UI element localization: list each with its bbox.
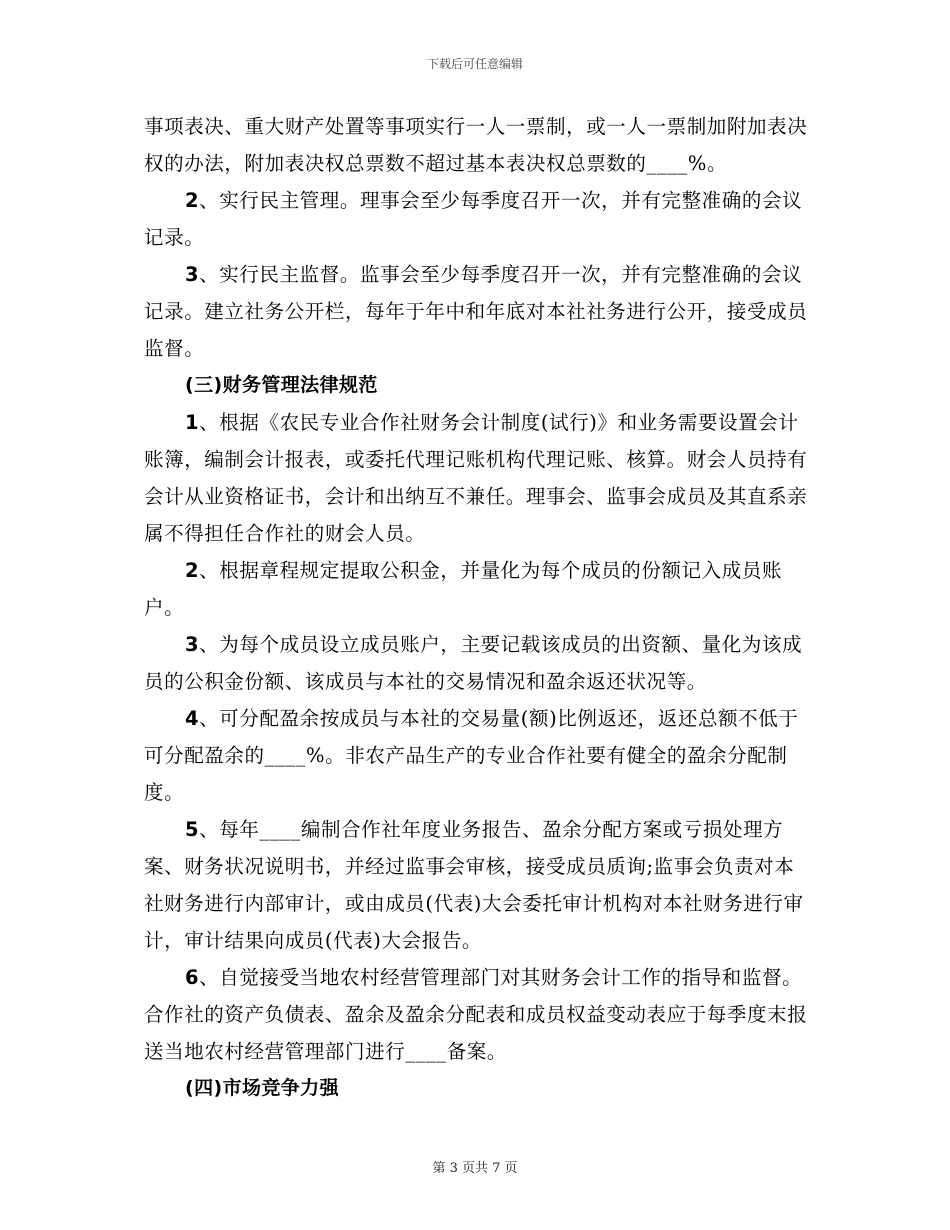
paragraph-number: 3 [185,633,200,656]
paragraph-number: 2 [185,189,200,212]
paragraph-1-accounting [144,404,814,552]
paragraph-text: 、为每个成员设立成员账户，主要记载该成员的出资额、量化为该成员的公积金份额、该成员与本社的交易情况和盈余返还状况等。 [144,633,803,693]
paragraph-number: 2 [185,559,200,582]
paragraph-4-surplus-distribution [144,700,814,811]
paragraph-text: 、实行民主监督。监事会至少每季度召开一次，并有完整准确的会议记录。建立社务公开栏，每年于年中和年底对本社社务进行公开，接受成员监督。 [144,263,808,360]
paragraph-number: 6 [185,966,200,989]
paragraph-2-democratic-management [144,182,814,256]
paragraph-text: 、根据章程规定提取公积金，并量化为每个成员的份额记入成员账户。 [144,559,783,619]
document-body [144,108,814,1107]
paragraph-number: 3 [185,263,200,286]
paragraph-text: 、根据《农民专业合作社财务会计制度(试行)》和业务需要设置会计账簿，编制会计报表，或委托代理记账机构代理记账、核算。财会人员持有会计从业资格证书，会计和出纳互不兼任。理事会、监事会成员及其直系亲属不得担任合作社的财会人员。 [144,411,808,545]
paragraph-5-annual-report [144,811,814,959]
paragraph-3-democratic-supervision [144,256,814,367]
paragraph-text: 、每年____编制合作社年度业务报告、盈余分配方案或亏损处理方案、财务状况说明书，并经过监事会审核，接受成员质询;监事会负责对本社财务进行内部审计，或由成员(代表)大会委托审计机构对本社财务进行审计，审计结果向成员(代表)大会报告。 [144,818,804,952]
continued-paragraph: 事项表决、重大财产处置等事项实行一人一票制，或一人一票制加附加表决权的办法，附加表决权总票数不超过基本表决权总票数的____%。 [144,115,808,175]
paragraph-number: 1 [185,411,200,434]
paragraph-3-member-accounts [144,626,814,700]
paragraph-number: 5 [185,818,200,841]
paragraph-text: 、实行民主管理。理事会至少每季度召开一次，并有完整准确的会议记录。 [144,189,803,249]
paragraph-number: 4 [185,707,200,730]
paragraph-text: 、可分配盈余按成员与本社的交易量(额)比例返还，返还总额不低于可分配盈余的____%。非农产品生产的专业合作社要有健全的盈余分配制度。 [144,707,799,804]
page-header: 下载后可任意编辑 [426,57,523,71]
page-footer: 第 3 页共 7 页 [432,1161,518,1176]
paragraph-2-reserve-fund [144,552,814,626]
section-heading-finance: (三)财务管理法律规范 [185,374,378,396]
paragraph-6-supervision [144,959,814,1070]
paragraph-text: 、自觉接受当地农村经营管理部门对其财务会计工作的指导和监督。合作社的资产负债表、盈余及盈余分配表和成员权益变动表应于每季度末报送当地农村经营管理部门进行____备案。 [144,966,808,1063]
section-heading-market: (四)市场竞争力强 [185,1077,339,1099]
